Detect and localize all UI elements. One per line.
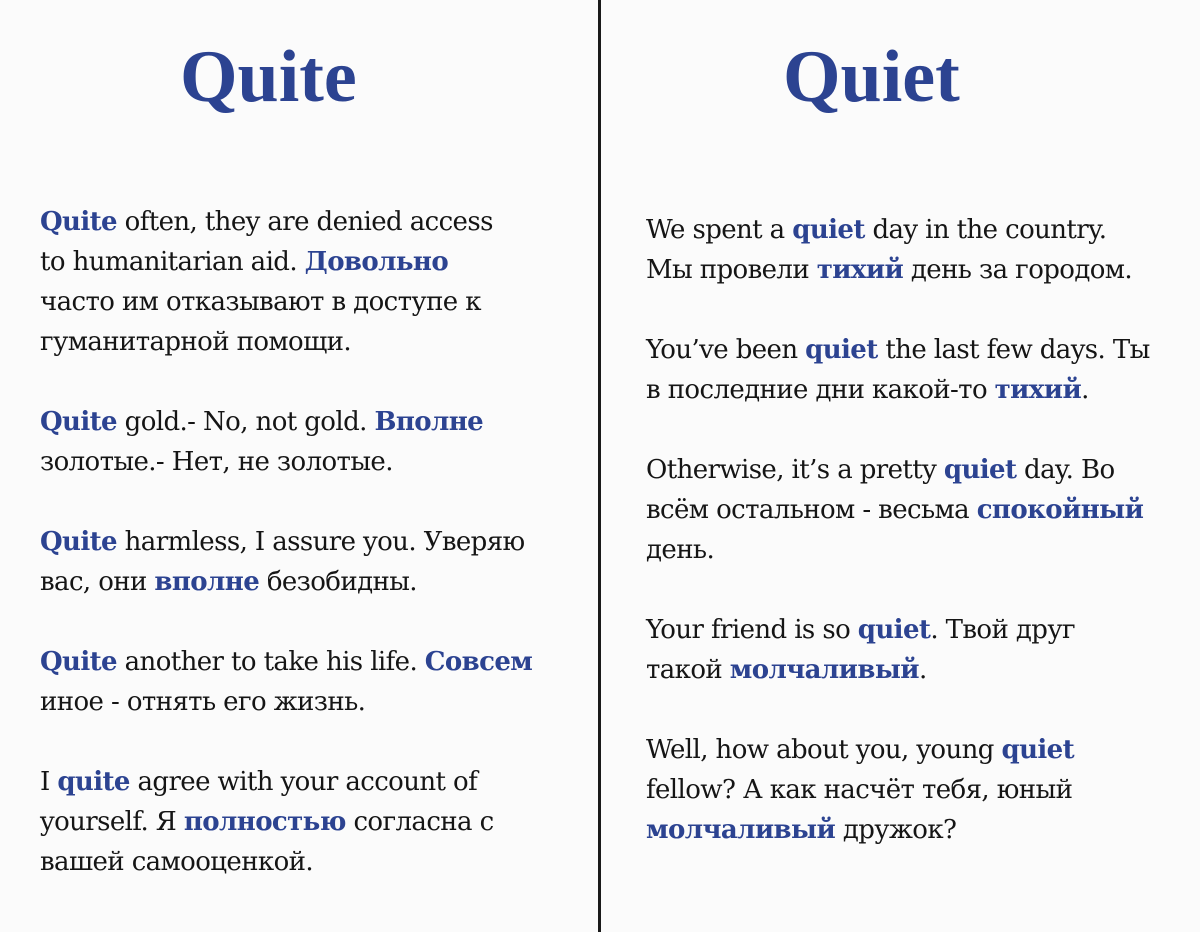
sentence-text: . Твой друг xyxy=(930,615,1076,645)
sentence-text: золотые.- Нет, не золотые. xyxy=(40,447,393,477)
highlighted-word: Quite xyxy=(40,407,117,437)
example-sentence xyxy=(40,762,560,882)
highlighted-word: тихий xyxy=(816,255,904,285)
sentence-text: Otherwise, it’s a pretty xyxy=(646,455,944,485)
highlighted-word: полностью xyxy=(183,807,346,837)
sentence-text: гуманитарной помощи. xyxy=(40,327,352,357)
sentence-text: gold.- No, not gold. xyxy=(116,407,375,437)
quite-heading: Quite xyxy=(180,36,357,118)
highlighted-word: Quite xyxy=(40,647,117,677)
sentence-text: day in the country. xyxy=(864,215,1107,245)
sentence-text: день. xyxy=(646,535,715,565)
highlighted-word: quiet xyxy=(792,215,865,245)
sentence-text: часто им отказывают в доступе к xyxy=(40,287,481,317)
highlighted-word: молчаливый xyxy=(646,815,836,845)
sentence-text: . xyxy=(1081,375,1089,405)
sentence-text: вас, они xyxy=(40,567,155,597)
highlighted-word: спокойный xyxy=(976,495,1144,525)
sentence-text: безобидны. xyxy=(259,567,417,597)
sentence-text: . xyxy=(918,655,927,685)
sentence-text: Мы провели xyxy=(646,255,817,285)
sentence-text: Your friend is so xyxy=(646,615,858,645)
sentence-text: to humanitarian aid. xyxy=(40,247,305,277)
sentence-text: fellow? А как насчёт тебя, юный xyxy=(646,775,1073,805)
example-sentence xyxy=(40,522,560,602)
sentence-text: согласна с xyxy=(345,807,494,837)
example-sentence xyxy=(646,330,1181,410)
highlighted-word: Довольно xyxy=(304,247,449,277)
highlighted-word: quiet xyxy=(943,455,1017,485)
sentence-text: I xyxy=(40,767,58,797)
sentence-text: дружок? xyxy=(835,815,957,845)
sentence-text: такой xyxy=(646,655,730,685)
sentence-text: в последние дни какой-то xyxy=(646,375,995,405)
sentence-text: вашей самооценкой. xyxy=(40,847,314,877)
highlighted-word: Quite xyxy=(40,527,117,557)
sentence-text: the last few days. Ты xyxy=(877,335,1150,365)
example-sentence xyxy=(646,610,1181,690)
sentence-text: another to take his life. xyxy=(116,647,425,677)
highlighted-word: Quite xyxy=(40,207,117,237)
column-divider xyxy=(598,0,601,932)
example-sentence xyxy=(40,202,560,362)
sentence-text: harmless, I assure you. Уверяю xyxy=(116,527,525,557)
highlighted-word: quiet xyxy=(805,335,878,365)
sentence-text: Well, how about you, young xyxy=(646,735,1002,765)
highlighted-word: quiet xyxy=(857,615,931,645)
highlighted-word: тихий xyxy=(994,375,1082,405)
sentence-text: иное - отнять его жизнь. xyxy=(40,687,366,717)
sentence-text: yourself. Я xyxy=(40,807,184,837)
highlighted-word: quiet xyxy=(1001,735,1074,765)
example-sentence xyxy=(646,730,1181,850)
sentence-text: agree with your account of xyxy=(129,767,478,797)
sentence-text: We spent a xyxy=(646,215,793,245)
sentence-text: day. Во xyxy=(1016,455,1115,485)
sentence-text: день за городом. xyxy=(903,255,1133,285)
example-sentence xyxy=(40,402,560,482)
highlighted-word: молчаливый xyxy=(729,655,919,685)
sentence-text: You’ve been xyxy=(646,335,806,365)
highlighted-word: Совсем xyxy=(424,647,533,677)
example-sentence xyxy=(40,642,560,722)
example-sentence xyxy=(646,450,1181,570)
example-sentence xyxy=(646,210,1181,290)
highlighted-word: вполне xyxy=(154,567,260,597)
sentence-text: often, they are denied access xyxy=(116,207,493,237)
quiet-heading: Quiet xyxy=(783,36,960,118)
sentence-text: всём остальном - весьма xyxy=(646,495,977,525)
highlighted-word: Вполне xyxy=(374,407,484,437)
highlighted-word: quite xyxy=(57,767,130,797)
